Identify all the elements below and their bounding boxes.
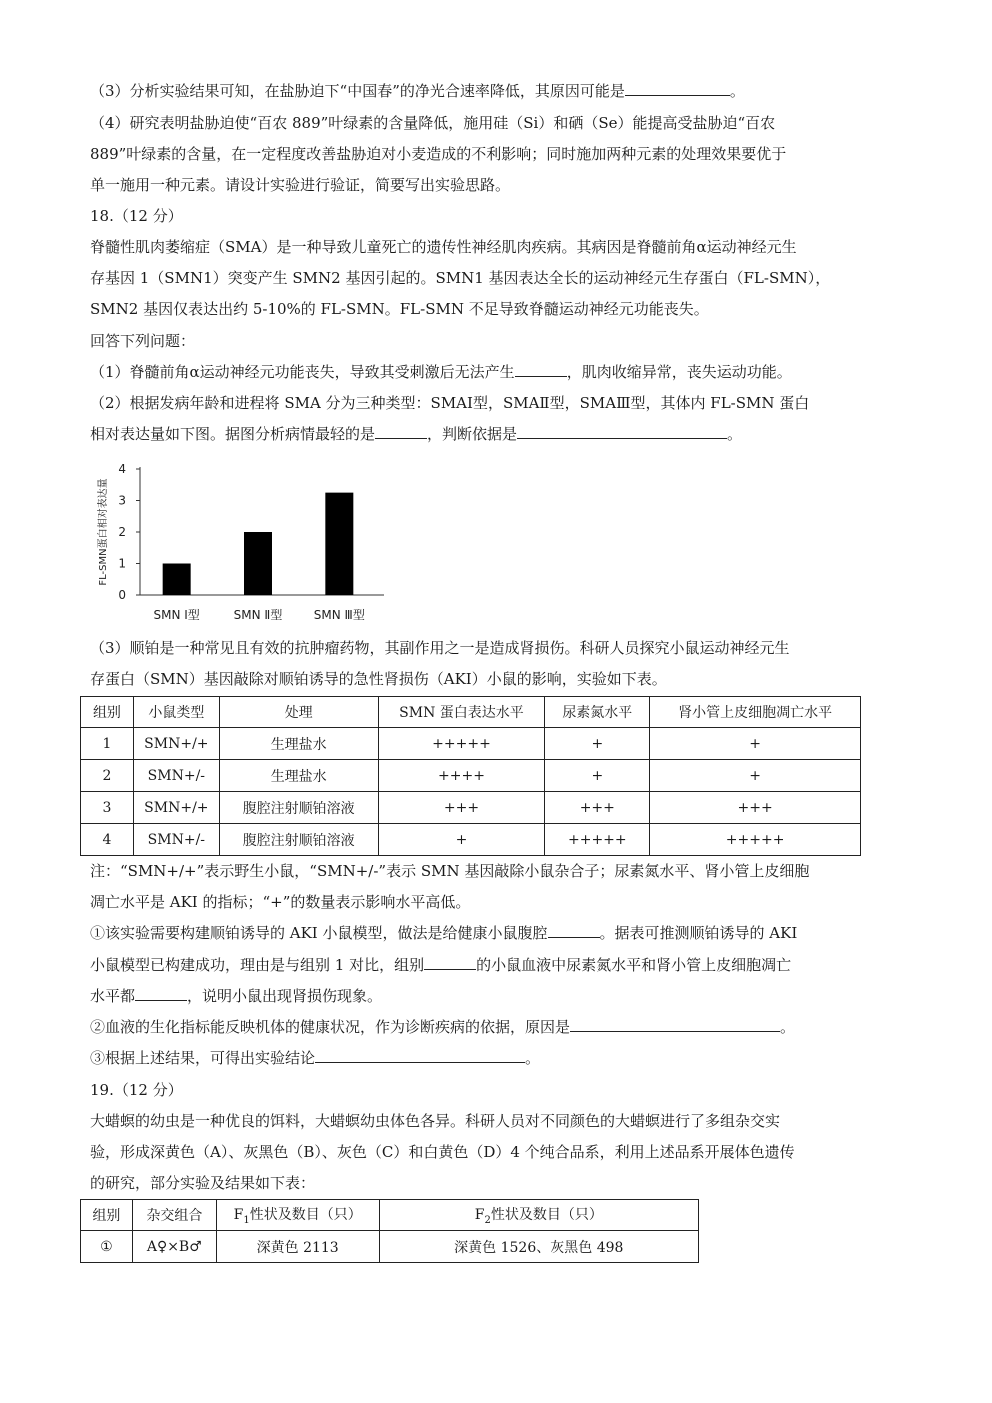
table-note-line1: 注：“SMN+/+”表示野生小鼠，“SMN+/-”表示 SMN 基因敲除小鼠杂合子；尿素氮水平、肾小管上皮细胞 xyxy=(90,862,810,880)
table-cell: + xyxy=(545,760,650,792)
table-row xyxy=(81,1231,699,1263)
table-cell: 生理盐水 xyxy=(219,760,378,792)
table-cell: SMN+/- xyxy=(133,824,219,856)
table-cell: 4 xyxy=(81,824,134,856)
table-cell: 深黄色 1526、灰黑色 498 xyxy=(379,1231,698,1263)
y-tick-label: 0 xyxy=(118,588,126,602)
bar xyxy=(325,493,353,595)
table-header-cell: $F_2$性状及数目（只） xyxy=(379,1200,698,1231)
table-cell: +++++ xyxy=(378,728,545,760)
q19-intro-line2: 验，形成深黄色（A）、灰黑色（B）、灰色（C）和白黄色（D）4 个纯合品系，利用上述品系开展体色遗传 xyxy=(90,1143,795,1161)
q18-intro-line3: SMN2 基因仅表达出约 5-10%的 FL-SMN。FL-SMN 不足导致脊髓运动神经元功能丧失。 xyxy=(90,300,709,318)
answer-blank[interactable] xyxy=(315,1048,525,1063)
table-cell: A♀×B♂ xyxy=(132,1231,216,1263)
answer-blank[interactable] xyxy=(135,986,187,1001)
table-cell: SMN+/+ xyxy=(133,792,219,824)
x-tick-label: SMN Ⅰ型 xyxy=(153,608,200,622)
q18-sub3: ③根据上述结果，可得出实验结论 。 xyxy=(90,1049,541,1067)
table-cell: + xyxy=(378,824,545,856)
q19-intro-line1: 大蜡螟的幼虫是一种优良的饵料，大蜡螟幼虫体色各异。科研人员对不同颜色的大蜡螟进行了多组杂交实 xyxy=(90,1112,781,1130)
q18-intro-line2: 存基因 1（SMN1）突变产生 SMN2 基因引起的。SMN1 基因表达全长的运动神经元生存蛋白（FL-SMN）， xyxy=(90,269,831,287)
table-cell: ++++ xyxy=(378,760,545,792)
y-tick-label: 2 xyxy=(118,525,126,539)
q18-part3-line2: 存蛋白（SMN）基因敲除对顺铂诱导的急性肾损伤（AKI）小鼠的影响，实验如下表。 xyxy=(90,670,667,688)
q18-sub2: ②血液的生化指标能反映机体的健康状况，作为诊断疾病的依据，原因是 。 xyxy=(90,1018,796,1036)
table-cell: +++ xyxy=(650,792,861,824)
table-header-cell: 肾小管上皮细胞凋亡水平 xyxy=(650,697,861,728)
table-cell: SMN+/- xyxy=(133,760,219,792)
q18-intro-line1: 脊髓性肌肉萎缩症（SMA）是一种导致儿童死亡的遗传性神经肌肉疾病。其病因是脊髓前角α运动神经元生 xyxy=(90,238,797,256)
table-header-cell: 组别 xyxy=(81,1200,133,1231)
answer-blank[interactable] xyxy=(517,424,727,439)
answer-blank[interactable] xyxy=(625,81,730,96)
table-cell: SMN+/+ xyxy=(133,728,219,760)
y-axis-label: FL-SMN蛋白相对表达量 xyxy=(98,478,109,586)
table-cell: 3 xyxy=(81,792,134,824)
table-cell: ① xyxy=(81,1231,133,1263)
table-cell: +++ xyxy=(378,792,545,824)
table-row xyxy=(81,792,861,824)
table-header-row xyxy=(81,1200,699,1231)
y-tick-label: 3 xyxy=(118,493,126,508)
answer-blank[interactable] xyxy=(375,424,427,439)
q17-part4-line2: 889”叶绿素的含量，在一定程度改善盐胁迫对小麦造成的不利影响；同时施加两种元素的处理效果要优于 xyxy=(90,145,787,163)
q18-sub1-line3: 水平都 ，说明小鼠出现肾损伤现象。 xyxy=(90,987,383,1005)
q18-part2-line2: 相对表达量如下图。据图分析病情最轻的是 ，判断依据是 。 xyxy=(90,425,743,443)
table-header-cell: SMN 蛋白表达水平 xyxy=(378,697,545,728)
table-header-cell: 杂交组合 xyxy=(132,1200,216,1231)
q18-part2-line1: （2）根据发病年龄和进程将 SMA 分为三种类型：SMAⅠ型，SMAⅡ型，SMAⅢ型，其体内 FL-SMN 蛋白 xyxy=(90,394,810,412)
q18-part1: （1）脊髓前角α运动神经元功能丧失，导致其受刺激后无法产生 ，肌肉收缩异常，丧失运动功能。 xyxy=(90,363,792,381)
table-cell: +++++ xyxy=(545,824,650,856)
table-header-cell: 组别 xyxy=(81,697,134,728)
table-cell: 腹腔注射顺铂溶液 xyxy=(219,824,378,856)
y-tick-label: 1 xyxy=(118,556,126,571)
table-cell: 2 xyxy=(81,760,134,792)
q19-intro-line3: 的研究，部分实验及结果如下表： xyxy=(90,1174,316,1192)
table-cell: 深黄色 2113 xyxy=(216,1231,379,1263)
answer-blank[interactable] xyxy=(515,362,567,377)
y-tick-label: 4 xyxy=(118,462,126,476)
bar xyxy=(163,564,191,596)
answer-blank[interactable] xyxy=(570,1017,780,1032)
table-cell: +++ xyxy=(545,792,650,824)
table-header-cell: 小鼠类型 xyxy=(133,697,219,728)
table-cell: 生理盐水 xyxy=(219,728,378,760)
table-note-line2: 凋亡水平是 AKI 的指标；“+”的数量表示影响水平高低。 xyxy=(90,893,471,911)
table-row xyxy=(81,824,861,856)
q18-part3-line1: （3）顺铂是一种常见且有效的抗肿瘤药物，其副作用之一是造成肾损伤。科研人员探究小鼠运动神经元生 xyxy=(90,639,790,657)
table-cell: + xyxy=(650,760,861,792)
bar xyxy=(244,532,272,595)
table-cell: + xyxy=(545,728,650,760)
table-cell: +++++ xyxy=(650,824,861,856)
q18-prompt: 回答下列问题： xyxy=(90,332,196,350)
q19-heading: 19.（12 分） xyxy=(90,1081,183,1099)
table-header-row xyxy=(81,697,861,728)
q17-part4-line1: （4）研究表明盐胁迫使“百农 889”叶绿素的含量降低，施用硅（Si）和硒（Se）能提高受盐胁迫“百农 xyxy=(90,114,776,132)
table-header-cell: 尿素氮水平 xyxy=(545,697,650,728)
table-cell: + xyxy=(650,728,861,760)
answer-blank[interactable] xyxy=(548,923,600,938)
q17-part4-line3: 单一施用一种元素。请设计实验进行验证，简要写出实验思路。 xyxy=(90,176,511,194)
table-row xyxy=(81,728,861,760)
q18-sub1-line1: ①该实验需要构建顺铂诱导的 AKI 小鼠模型，做法是给健康小鼠腹腔 。据表可推测顺铂诱导的 AKI xyxy=(90,924,798,942)
q18-sub1-line2: 小鼠模型已构建成功，理由是与组别 1 对比，组别 的小鼠血液中尿素氮水平和肾小管上皮细胞凋亡 xyxy=(90,956,792,974)
table-header-cell: $F_1$性状及数目（只） xyxy=(216,1200,379,1231)
cross-experiment-table xyxy=(80,1199,699,1263)
smn-experiment-table xyxy=(80,696,861,856)
x-tick-label: SMN Ⅲ型 xyxy=(313,608,365,622)
table-cell: 1 xyxy=(81,728,134,760)
x-tick-label: SMN Ⅱ型 xyxy=(233,608,283,622)
fl-smn-bar-chart xyxy=(92,458,402,630)
table-cell: 腹腔注射顺铂溶液 xyxy=(219,792,378,824)
q18-heading: 18.（12 分） xyxy=(90,207,183,225)
table-row xyxy=(81,760,861,792)
table-header-cell: 处理 xyxy=(219,697,378,728)
q17-part3: （3）分析实验结果可知，在盐胁迫下“中国春”的净光合速率降低，其原因可能是 。 xyxy=(90,82,745,100)
answer-blank[interactable] xyxy=(424,955,476,970)
